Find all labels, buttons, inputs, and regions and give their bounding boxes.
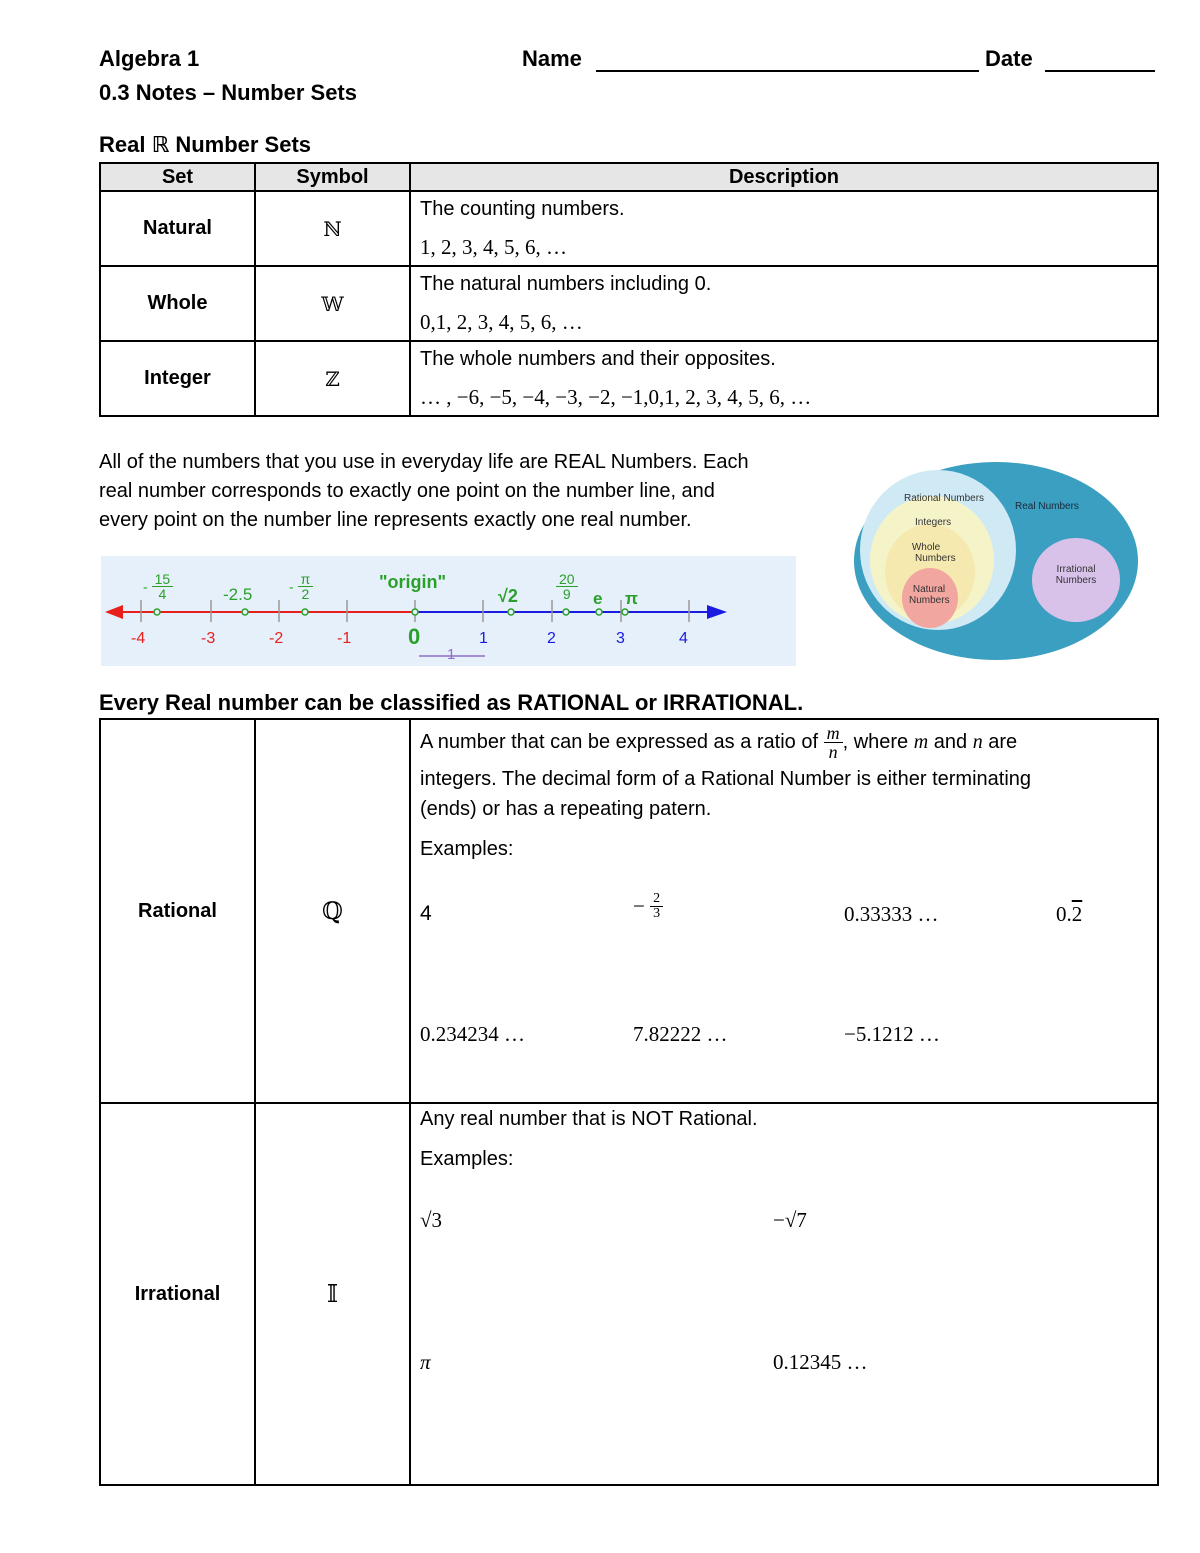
venn-natural-line2: Numbers (909, 595, 950, 606)
symbol-irrational: 𝕀 (255, 1103, 410, 1485)
numerator: 20 (556, 572, 578, 587)
denominator: 2 (301, 586, 310, 602)
minus-sign: - (143, 578, 148, 595)
denominator: 4 (158, 586, 167, 602)
decimal-base: 0. (1056, 902, 1072, 926)
label-sqrt2: √2 (498, 586, 518, 606)
right-arrow-icon (707, 605, 727, 619)
table-row-rational (100, 719, 1158, 1103)
desc-irrational (410, 1103, 1158, 1485)
course-title: Algebra 1 (99, 46, 200, 71)
section-real-title: Real ℝ Number Sets (99, 132, 312, 157)
desc-integer (410, 341, 1158, 416)
venn-svg (852, 460, 1140, 662)
example-sqrt3: √3 (420, 1208, 443, 1232)
tick-label: -1 (337, 630, 352, 647)
label-20-9 (556, 572, 578, 601)
example-4: 4 (420, 902, 432, 925)
rational-irrational-table (99, 718, 1159, 1486)
tick-label: 3 (616, 630, 625, 647)
paragraph-line: All of the numbers that you use in everyday life are REAL Numbers. Each (99, 451, 749, 473)
m-over-n-fraction (824, 724, 843, 761)
left-arrow-icon (105, 605, 123, 619)
tick-label: -3 (201, 630, 216, 647)
numerator: 2 (650, 892, 663, 907)
var-n: n (972, 730, 983, 753)
number-line-figure (101, 556, 796, 666)
symbol-whole: 𝕎 (255, 266, 410, 341)
denominator: n (828, 742, 838, 762)
example-0-12345: 0.12345 … (773, 1350, 868, 1374)
tick-label: 4 (679, 630, 688, 647)
denominator: 9 (562, 586, 571, 602)
label-pi: π (625, 589, 639, 608)
name-label: Name (522, 46, 582, 71)
rational-desc-line1 (420, 724, 1017, 761)
desc-text: The natural numbers including 0. (420, 273, 712, 295)
fraction (556, 572, 578, 601)
venn-diagram (852, 460, 1140, 662)
venn-natural-label (909, 584, 949, 606)
set-rational: Rational (100, 719, 255, 1103)
tick-label: -2 (269, 630, 284, 647)
example-0-2-repeating (1056, 902, 1082, 927)
venn-whole-label (911, 542, 956, 564)
desc-list: 0,1, 2, 3, 4, 5, 6, … (420, 310, 583, 334)
desc-natural (410, 191, 1158, 266)
rational-desc-line3: (ends) or has a repeating patern. (420, 798, 712, 820)
symbol-rational: ℚ (255, 719, 410, 1103)
venn-whole-line2: Numbers (915, 553, 956, 564)
desc-text: The whole numbers and their opposites. (420, 348, 776, 370)
desc-text: The counting numbers. (420, 198, 625, 220)
venn-irrational-label (1051, 564, 1101, 586)
label-neg2-5: -2.5 (223, 585, 253, 604)
label-unit: 1 (447, 646, 456, 663)
venn-whole-line1: Whole (911, 542, 941, 553)
table-row (100, 266, 1158, 341)
irrational-desc: Any real number that is NOT Rational. (420, 1108, 758, 1130)
var-m: m (913, 730, 929, 753)
paragraph-line: every point on the number line represents exactly one real number. (99, 509, 692, 531)
col-symbol: Symbol (255, 163, 410, 191)
example-neg-two-thirds (633, 892, 663, 921)
fraction (152, 572, 174, 601)
minus-sign: - (289, 578, 294, 595)
fraction (298, 572, 314, 601)
desc-list: 1, 2, 3, 4, 5, 6, … (420, 235, 567, 259)
rational-examples-label: Examples: (420, 838, 514, 860)
desc-text: , where (842, 730, 909, 753)
symbol-natural: ℕ (255, 191, 410, 266)
table-header-row (100, 163, 1158, 191)
venn-real-label: Real Numbers (1015, 501, 1079, 512)
irrational-examples-label: Examples: (420, 1148, 514, 1170)
date-label: Date (985, 46, 1033, 71)
venn-natural-line1: Natural (912, 584, 946, 595)
label-neg-pi-2 (289, 572, 313, 601)
table-row-irrational (100, 1103, 1158, 1485)
label-e: e (593, 589, 603, 608)
numerator: π (298, 572, 314, 587)
notes-title: 0.3 Notes – Number Sets (99, 80, 357, 105)
label-origin: "origin" (379, 572, 447, 592)
rational-desc-line2: integers. The decimal form of a Rational Number is either terminating (420, 768, 1032, 790)
desc-text: and (933, 730, 968, 753)
venn-rational-label: Rational Numbers (904, 493, 985, 504)
table-row (100, 191, 1158, 266)
numerator: 15 (152, 572, 174, 587)
example-neg-sqrt7: −√7 (773, 1208, 807, 1232)
tick-label: 1 (479, 630, 488, 647)
numerator: m (824, 724, 843, 743)
desc-text: are (988, 730, 1018, 753)
label-neg15-4 (143, 572, 173, 601)
denominator: 3 (653, 906, 661, 921)
set-integer: Integer (100, 341, 255, 416)
venn-integers-label: Integers (915, 517, 952, 528)
real-numbers-paragraph (99, 448, 819, 535)
symbol-integer: ℤ (255, 341, 410, 416)
example-pi: π (420, 1350, 431, 1374)
fraction (650, 892, 663, 921)
col-description: Description (410, 163, 1158, 191)
set-whole: Whole (100, 266, 255, 341)
example-7-82222: 7.82222 … (633, 1022, 728, 1046)
venn-irrational-line1: Irrational (1056, 564, 1096, 575)
example-neg-5-1212: −5.1212 … (844, 1022, 940, 1046)
tick-label-origin: 0 (408, 624, 421, 649)
example-0-33333: 0.33333 … (844, 902, 939, 926)
tick-label: 2 (547, 630, 556, 647)
desc-rational (410, 719, 1158, 1103)
paragraph-line: real number corresponds to exactly one point on the number line, and (99, 480, 715, 502)
example-0-234234: 0.234234 … (420, 1022, 525, 1046)
name-blank-line[interactable] (596, 70, 979, 72)
section-classification-title: Every Real number can be classified as RATIONAL or IRRATIONAL. (99, 690, 804, 715)
desc-text: A number that can be expressed as a ratio of (420, 730, 819, 753)
desc-whole (410, 266, 1158, 341)
tick-label: -4 (131, 630, 146, 647)
set-irrational: Irrational (100, 1103, 255, 1485)
repeating-digit: 2 (1071, 902, 1083, 926)
minus-sign: − (633, 894, 645, 918)
venn-irrational-line2: Numbers (1055, 575, 1097, 586)
real-number-sets-table (99, 162, 1159, 417)
col-set: Set (100, 163, 255, 191)
desc-list: … , −6, −5, −4, −3, −2, −1,0,1, 2, 3, 4, 5, 6, … (420, 385, 812, 409)
set-natural: Natural (100, 191, 255, 266)
date-blank-line[interactable] (1045, 70, 1155, 72)
table-row (100, 341, 1158, 416)
